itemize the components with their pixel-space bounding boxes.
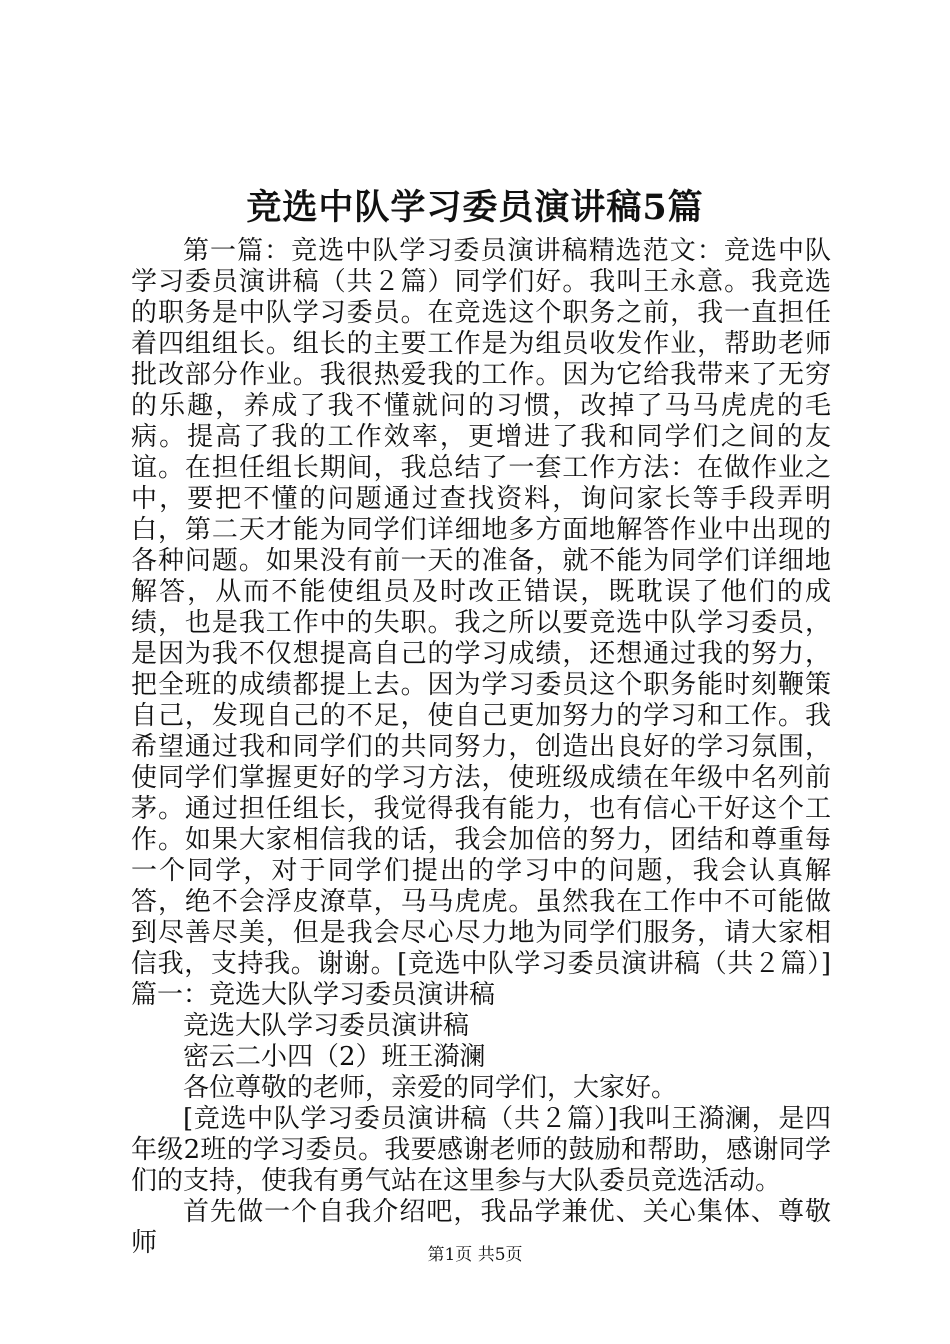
paragraph-greeting: 各位尊敬的老师，亲爱的同学们，大家好。 [183, 1073, 678, 1103]
paragraph-author-line: 密云二小四（2）班王漪澜 [183, 1042, 486, 1072]
document-body [131, 236, 831, 1259]
page-number-footer: 第1页 共5页 [427, 1245, 523, 1265]
paragraph-speech-heading: 竞选大队学习委员演讲稿 [183, 1011, 470, 1041]
paragraph-introduction: [竞选中队学习委员演讲稿（共２篇）]我叫王漪澜，是四年级2班的学习委员。我要感谢老师的鼓励和帮助，感谢同学们的支持，使我有勇气站在这里参与大队委员竞选活动。 [131, 1104, 831, 1196]
paragraph-self-introduction: 首先做一个自我介绍吧，我品学兼优、关心集体、尊敬师 [131, 1197, 831, 1258]
document-title: 竞选中队学习委员演讲稿5篇 [246, 187, 704, 228]
paragraph-first-article: 第一篇：竞选中队学习委员演讲稿精选范文：竞选中队学习委员演讲稿（共２篇）同学们好。我叫王永意。我竞选的职务是中队学习委员。在竞选这个职务之前，我一直担任着四组组长。组长的主要工作是为组员收发作业，帮助老师批改部分作业。我很热爱我的工作。因为它给我带来了无穷的乐趣，养成了我不懂就问的习惯，改掉了马马虎虎的毛病。提高了我的工作效率，更增进了我和同学们之间的友谊。在担任组长期间，我总结了一套工作方法：在做作业之中，要把不懂的问题通过查找资料，询问家长等手段弄明白，第二天才能为同学们详细地多方面地解答作业中出现的各种问题。如果没有前一天的准备，就不能为同学们详细地解答，从而不能使组员及时改正错误，既耽误了他们的成绩，也是我工作中的失职。我之所以要竞选中队学习委员，是因为我不仅想提高自己的学习成绩，还想通过我的努力，把全班的成绩都提上去。因为学习委员这个职务能时刻鞭策自己，发现自己的不足，使自己更加努力的学习和工作。我希望通过我和同学们的共同努力，创造出良好的学习氛围，使同学们掌握更好的学习方法，使班级成绩在年级中名列前茅。通过担任组长，我觉得我有能力，也有信心干好这个工作。如果大家相信我的话，我会加倍的努力，团结和尊重每一个同学，对于同学们提出的学习中的问题，我会认真解答，绝不会浮皮潦草，马马虎虎。虽然我在工作中不可能做到尽善尽美，但是我会尽心尽力地为同学们服务，请大家相信我，支持我。谢谢。[竞选中队学习委员演讲稿（共２篇）]篇一：竞选大队学习委员演讲稿 [131, 236, 831, 1010]
